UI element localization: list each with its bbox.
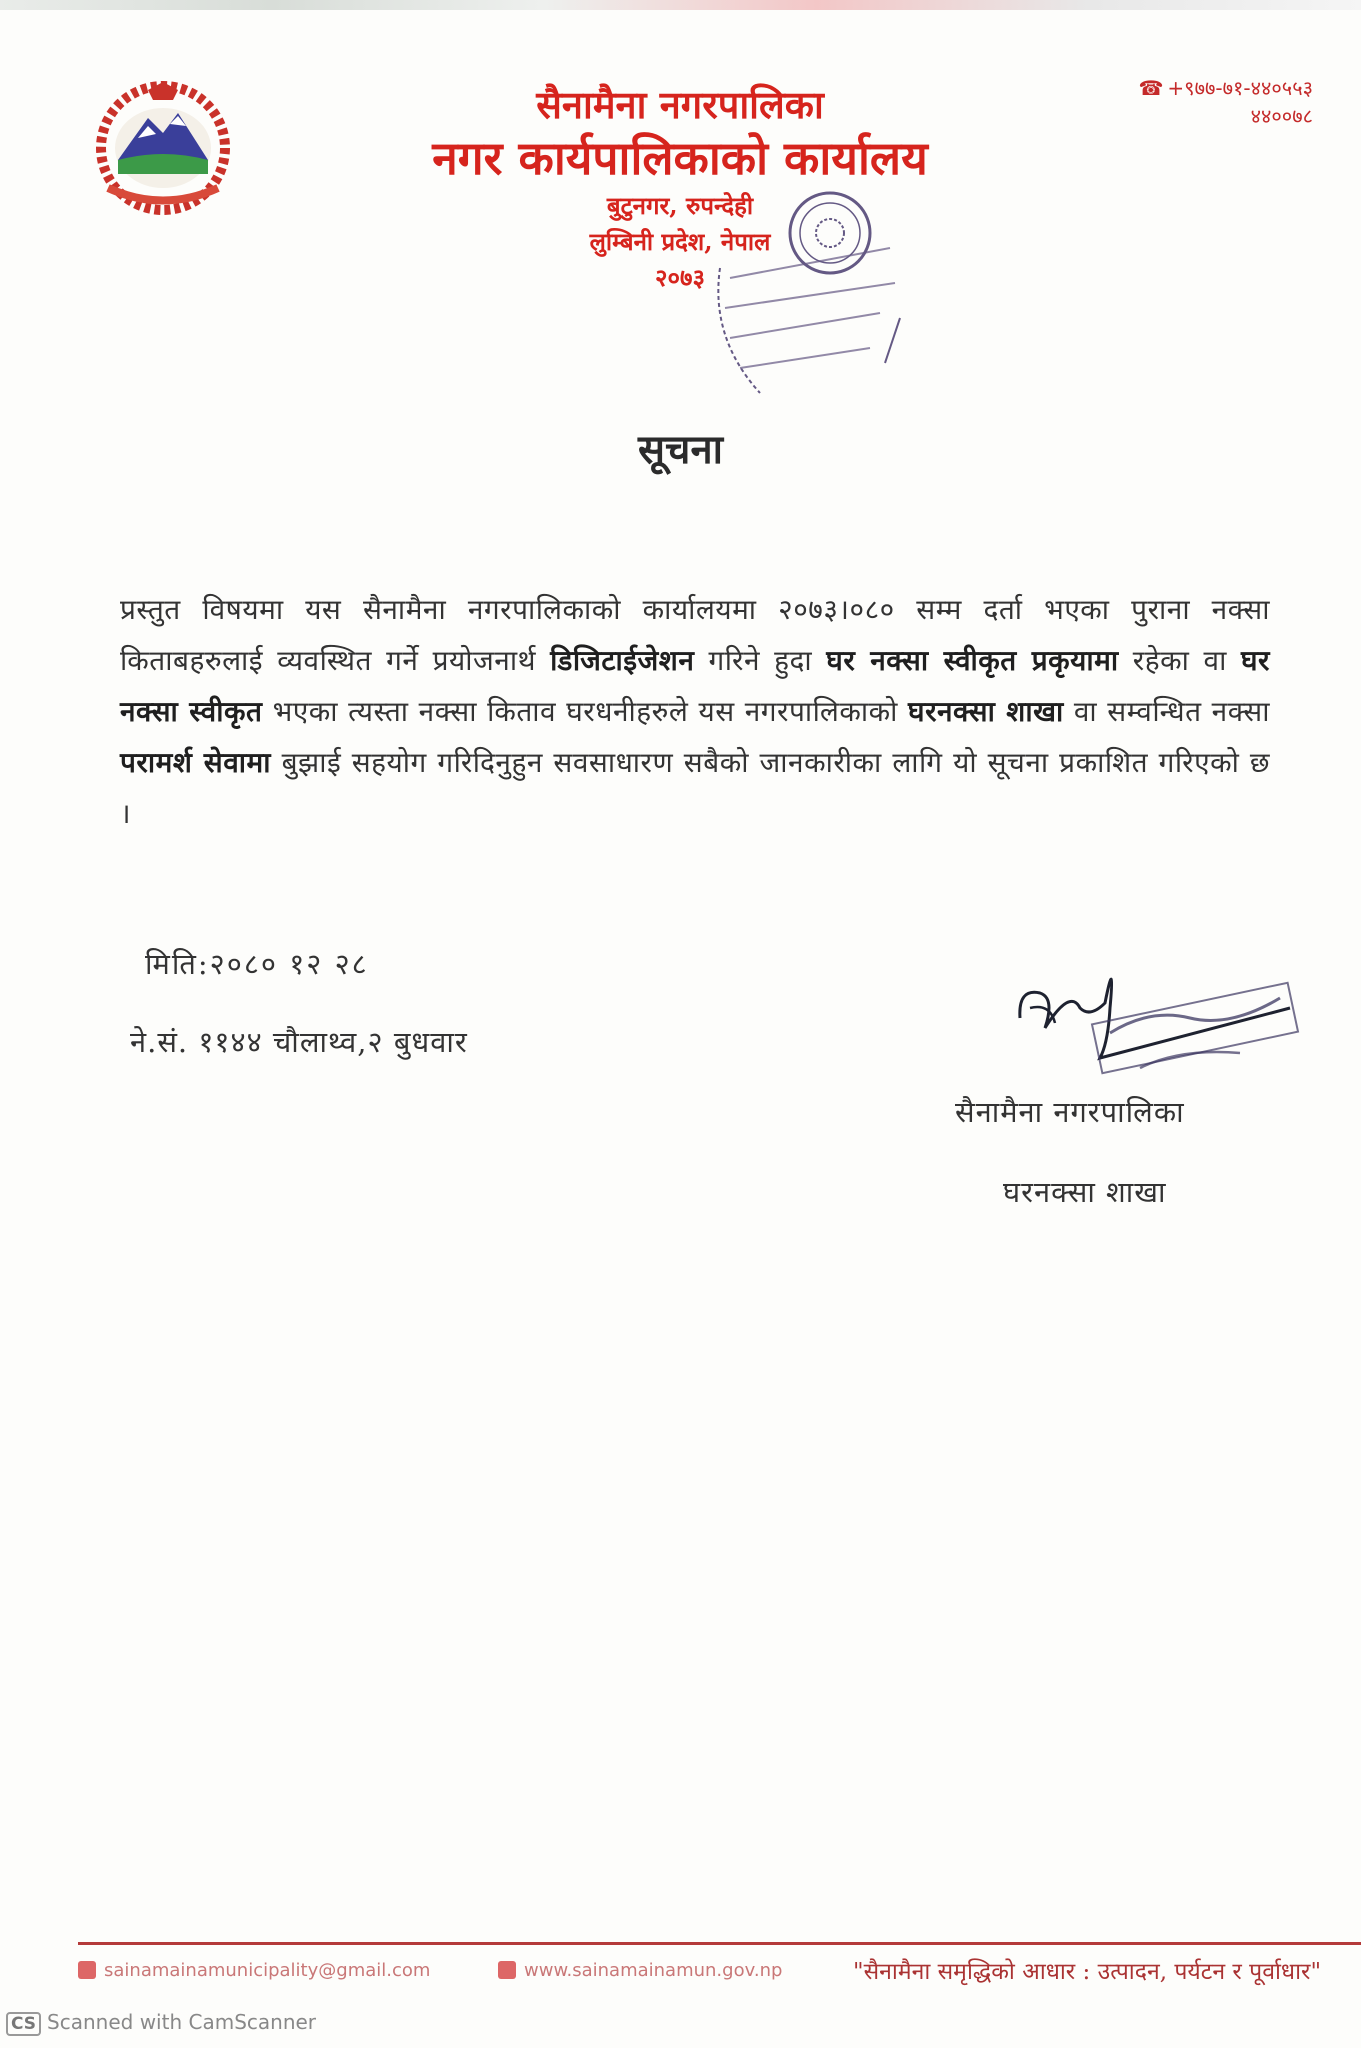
notice-text: भएका त्यस्ता नक्सा किताव घरधनीहरुले यस नगरपालिकाको [262, 695, 909, 728]
notice-text: वा सम्वन्धित नक्सा [1063, 695, 1270, 728]
footer-website-text: www.sainamainamun.gov.np [524, 1960, 783, 1981]
notice-emphasis: डिजिटाईजेशन [550, 644, 695, 677]
phone-number-2: ४४००७८ [1250, 104, 1313, 128]
camscanner-text: Scanned with CamScanner [47, 2010, 317, 2034]
signatory-organization: सैनामैना नगरपालिका [955, 1095, 1185, 1129]
nepal-emblem-icon [78, 78, 248, 218]
globe-icon [498, 1961, 516, 1979]
municipality-name: सैनामैना नगरपालिका [536, 82, 824, 127]
office-stamp-icon [700, 188, 920, 408]
phone-block [1138, 74, 1313, 130]
notice-emphasis: घर नक्सा स्वीकृत [120, 644, 1270, 728]
notice-text: प्रस्तुत विषयमा यस सैनामैना नगरपालिकाको कार्यालयमा २०७३।०८० सम्म दर्ता भएका पुराना नक्सा किताबहरुलाई व्यवस्थित गर्ने प्रयोजनार्थ [120, 593, 1270, 677]
footer-email [78, 1960, 430, 1981]
footer-divider [78, 1942, 1361, 1945]
notice-body [120, 584, 1270, 839]
letterhead [330, 82, 1030, 296]
date-line: मिति:२०८० १२ २८ [145, 947, 369, 981]
notice-text: रहेका वा [1118, 644, 1241, 677]
notice-text: बुझाई सहयोग गरिदिनुहुन सवसाधारण सबैको जानकारीका लागि यो सूचना प्रकाशित गरिएको छ । [120, 746, 1271, 830]
camscanner-logo-icon: CS [6, 2012, 41, 2036]
telephone-icon: ☎ [1138, 76, 1164, 100]
notice-emphasis: घर नक्सा स्वीकृत प्रकृयामा [826, 644, 1119, 677]
footer-website [498, 1960, 782, 1981]
address-line-2: लुम्बिनी प्रदेश, नेपाल [589, 227, 771, 256]
camscanner-watermark [6, 2010, 316, 2036]
notice-text: गरिने हुदा [694, 644, 827, 677]
phone-number-1: +९७७-७१-४४०५५३ [1167, 76, 1313, 100]
signature-icon [1010, 948, 1310, 1098]
signatory-branch: घरनक्सा शाखा [1003, 1175, 1167, 1209]
notice-title: सूचना [638, 426, 723, 473]
footer [78, 1950, 1361, 1990]
footer-slogan: "सैनामैना समृद्धिको आधार : उत्पादन, पर्यटन र पूर्वाधार" [853, 1959, 1322, 1985]
nepal-sambat-date: ने.सं. ११४४ चौलाथ्व,२ बुधवार [130, 1025, 468, 1059]
notice-emphasis: परामर्श सेवामा [120, 746, 272, 779]
address-line-1: बुटुनगर, रुपन्देही [606, 191, 754, 220]
established-year: २०७३ [655, 263, 705, 292]
footer-email-text: sainamainamunicipality@gmail.com [104, 1960, 431, 1981]
email-icon [78, 1961, 96, 1979]
top-color-strip [0, 0, 1361, 10]
notice-emphasis: घरनक्सा शाखा [908, 695, 1064, 728]
office-name: नगर कार्यपालिकाको कार्यालय [432, 131, 928, 185]
